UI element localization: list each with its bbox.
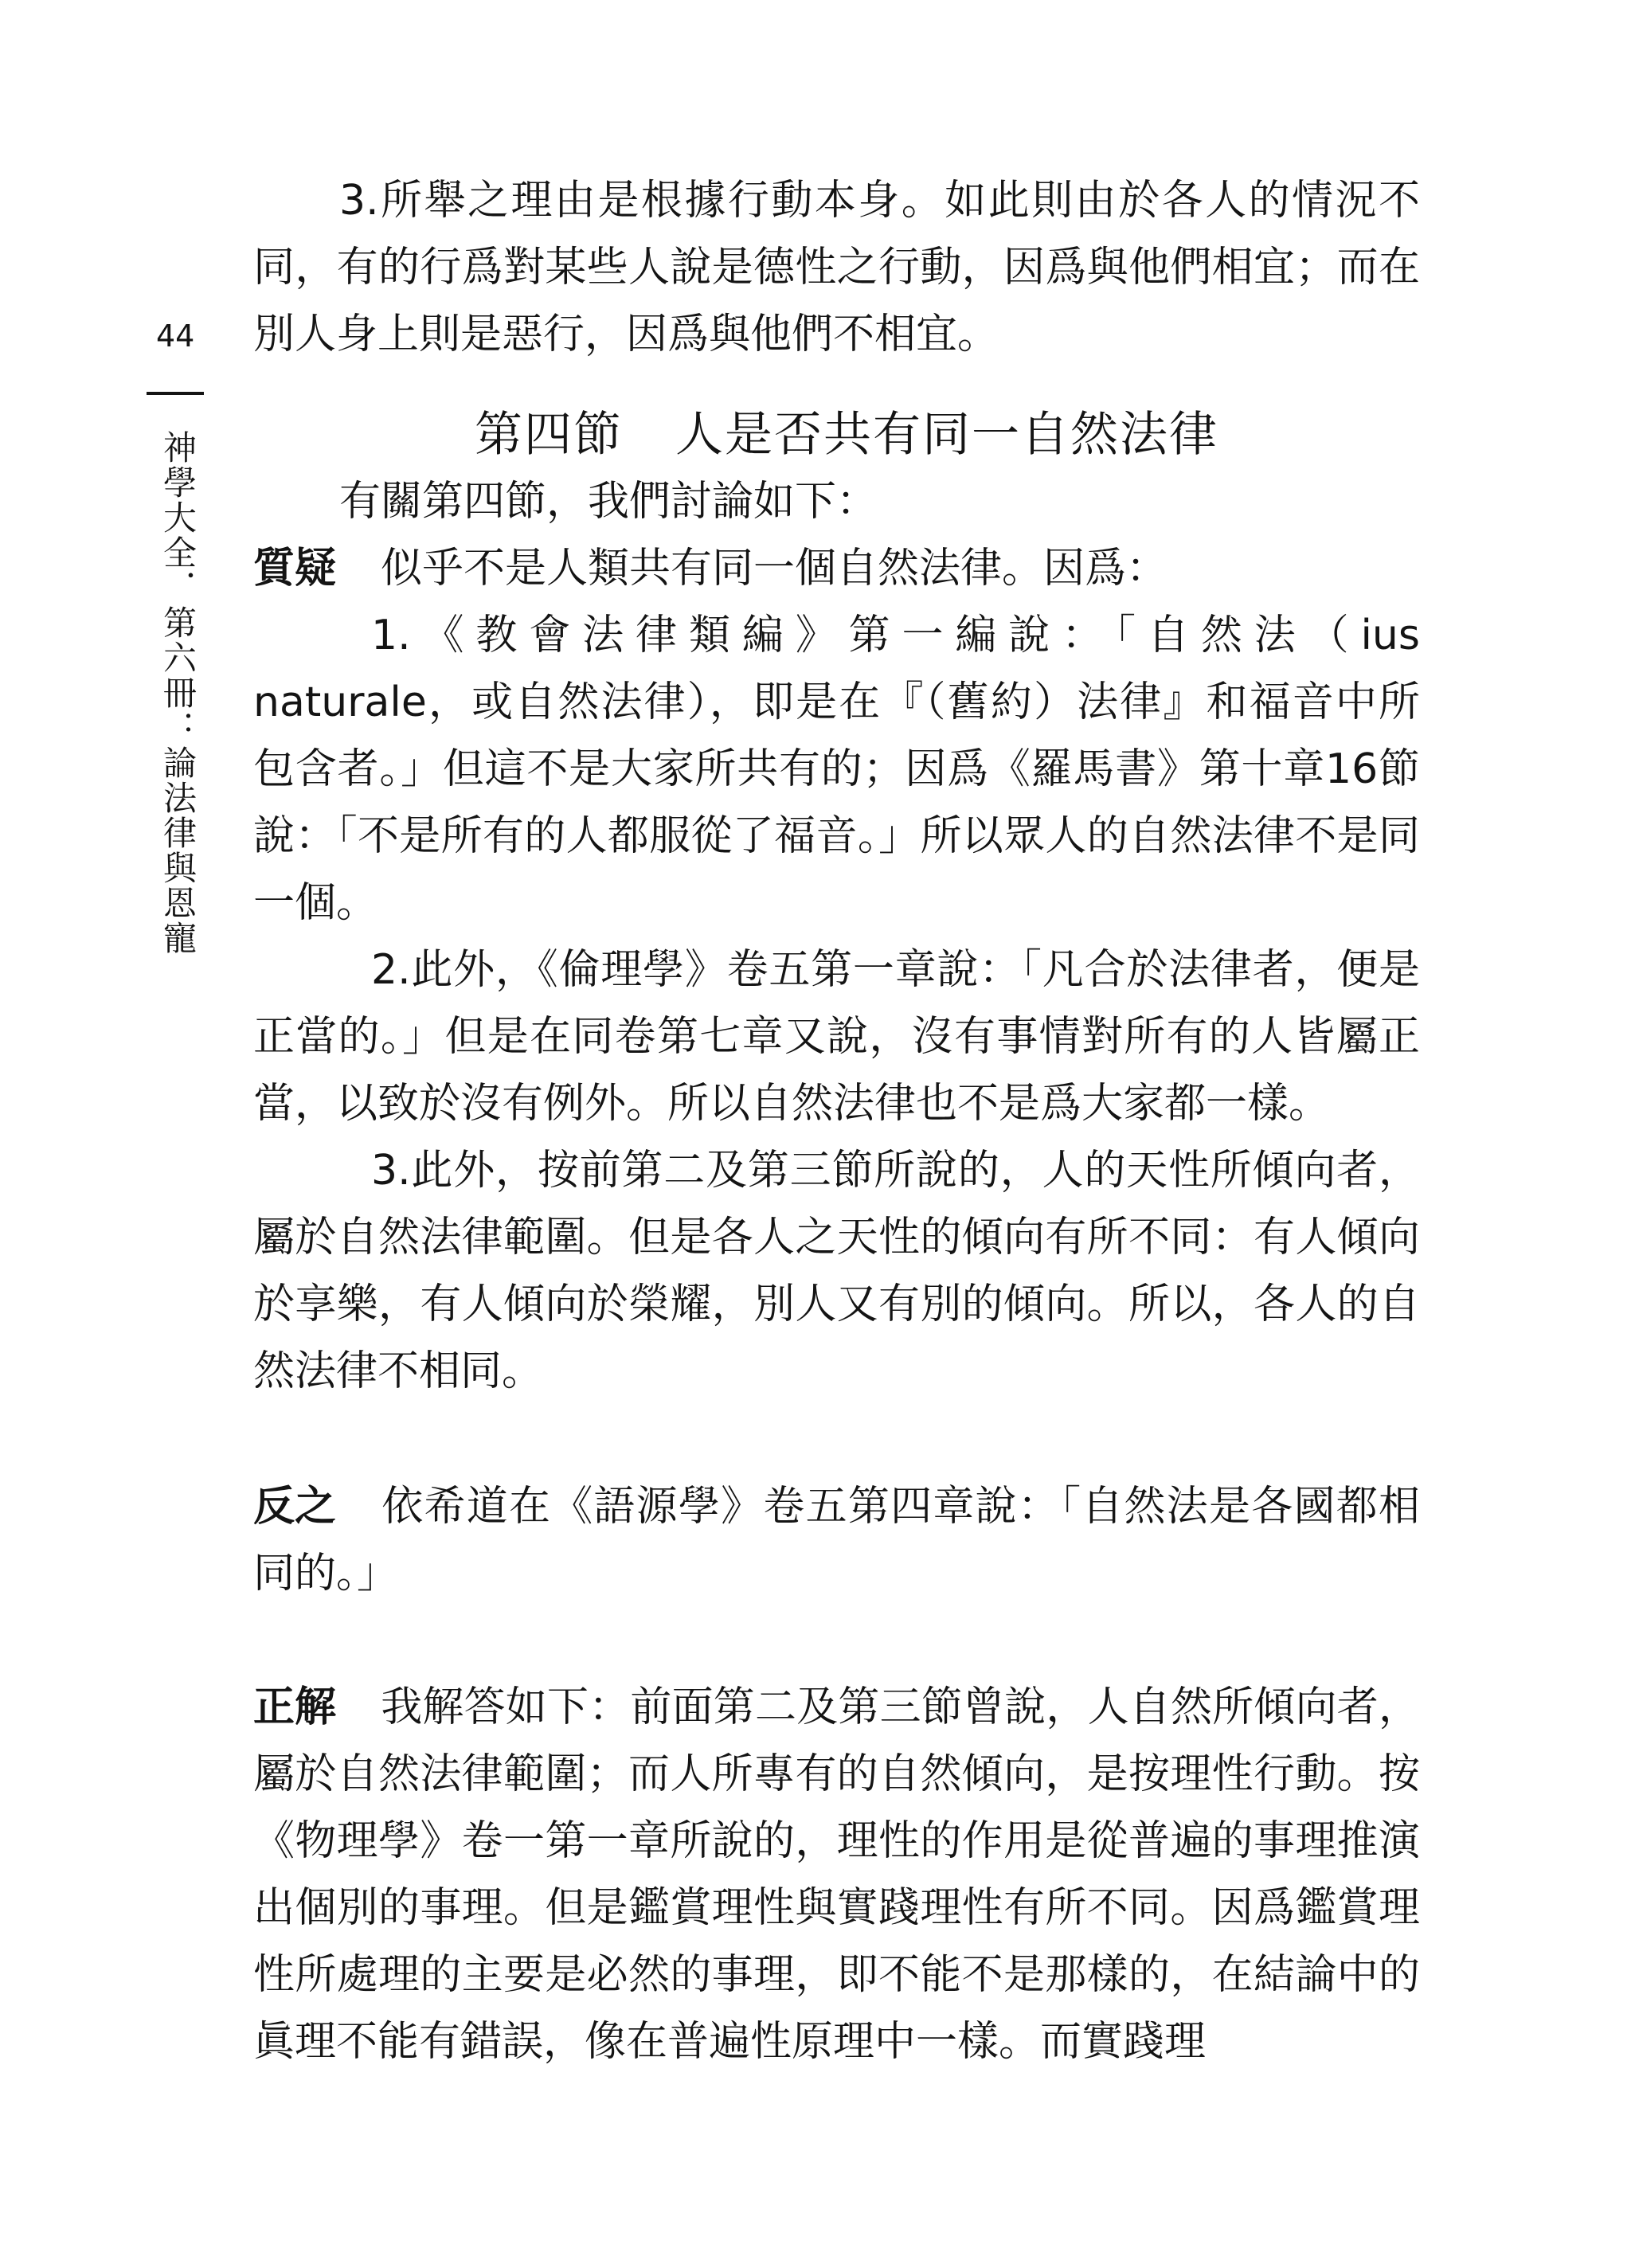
- sed-contra-label: 反之: [253, 1483, 337, 1531]
- objection-label: 質疑: [253, 545, 337, 592]
- section-number: 第四節: [475, 407, 623, 463]
- objection-text: 似乎不是人類共有同一個自然法律。因爲：: [381, 545, 1168, 592]
- paragraph-opening: 3.所舉之理由是根據行動本身。如此則由於各人的情況不同，有的行爲對某些人說是德性之行動，因爲與他們相宜；而在別人身上則是惡行，因爲與他們不相宜。: [253, 177, 1420, 358]
- objection-paragraph: [253, 535, 1420, 602]
- main-text: [253, 167, 1420, 2075]
- response-text: 我解答如下：前面第二及第三節曾說，人自然所傾向者，屬於自然法律範圍；而人所專有的自然傾向，是按理性行動。按《物理學》卷一第一章所說的，理性的作用是從普遍的事理推演出個別的事理。但是鑑賞理性與實踐理性有所不同。因爲鑑賞理性所處理的主要是必然的事理，即不能不是那樣的，在結論中的眞理不能有錯誤，像在普遍性原理中一樣。而實踐理: [253, 1683, 1420, 2066]
- objection-1: 1.《教會法律類編》第一編說：「自然法（ius naturale，或自然法律），即是在『（舊約）法律』和福音中所包含者。」但這不是大家所共有的；因爲《羅馬書》第十章16節說：「不是所有的人都服從了福音。」所以眾人的自然法律不是同一個。: [253, 612, 1420, 927]
- section-title: [253, 401, 1420, 468]
- sed-contra-text: 依希道在《語源學》卷五第四章說：「自然法是各國都相同的。」: [253, 1483, 1420, 1597]
- objection-2: 2.此外，《倫理學》卷五第一章說：「凡合於法律者，便是正當的。」但是在同卷第七章又說，沒有事情對所有的人皆屬正當，以致於沒有例外。所以自然法律也不是爲大家都一樣。: [253, 946, 1420, 1128]
- page-number: 44: [156, 319, 195, 354]
- margin-rule: [147, 392, 204, 395]
- section-heading: 人是否共有同一自然法律: [675, 407, 1218, 463]
- intro-line: 有關第四節，我們討論如下：: [339, 478, 878, 526]
- sed-contra-paragraph: [253, 1473, 1420, 1607]
- objection-3: 3.此外，按前第二及第三節所說的，人的天性所傾向者，屬於自然法律範圍。但是各人之天性的傾向有所不同：有人傾向於享樂，有人傾向於榮耀，別人又有別的傾向。所以，各人的自然法律不相同。: [253, 1147, 1420, 1395]
- running-title: 神學大全．第六冊：論法律與恩寵: [158, 430, 198, 956]
- response-paragraph: [253, 1674, 1420, 2075]
- response-label: 正解: [253, 1683, 337, 1731]
